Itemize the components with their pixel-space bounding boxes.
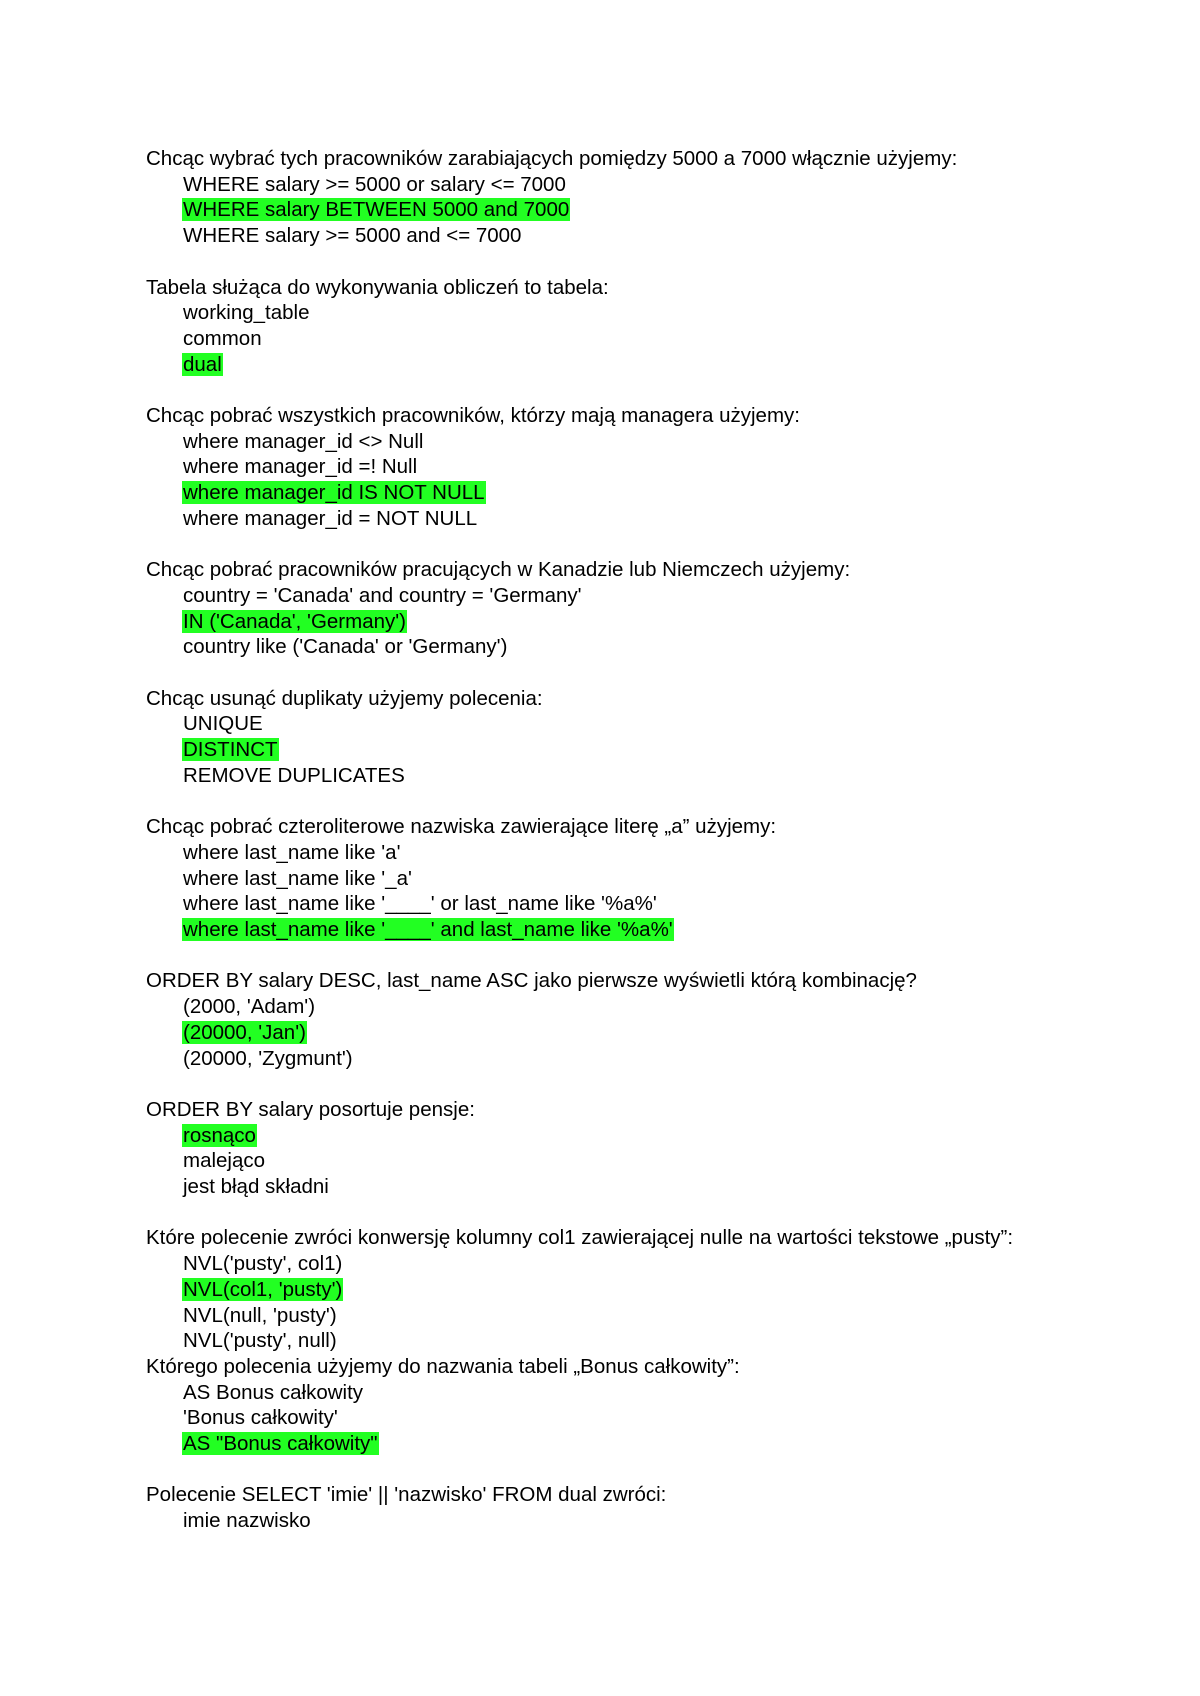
question-block <box>146 403 1146 532</box>
question-block <box>146 1097 1146 1200</box>
answer-options <box>146 583 1146 660</box>
answer-option <box>146 223 1146 249</box>
quiz-document <box>146 146 1146 1560</box>
highlighted-answer-text: rosnąco <box>183 1123 256 1147</box>
question-block <box>146 968 1146 1071</box>
answer-option-correct <box>146 737 1146 763</box>
answer-text: working_table <box>183 301 310 325</box>
answer-text: 'Bonus całkowity' <box>183 1406 338 1430</box>
question-text: Które polecenie zwróci konwersję kolumny col1 zawierającej nulle na wartości tekstowe „pusty”: <box>146 1226 1014 1250</box>
answer-option <box>146 172 1146 198</box>
answer-option <box>146 326 1146 352</box>
question-block <box>146 814 1146 943</box>
answer-options <box>146 1251 1146 1354</box>
answer-text: where manager_id = NOT NULL <box>183 506 478 530</box>
answer-option-correct <box>146 352 1146 378</box>
answer-option <box>146 1148 1146 1174</box>
answer-text: (2000, 'Adam') <box>183 995 316 1019</box>
answer-text: where last_name like '____' or last_name like '%a%' <box>183 892 657 916</box>
highlighted-answer-text: (20000, 'Jan') <box>183 1020 306 1044</box>
answer-option-correct <box>146 1431 1146 1457</box>
question-text: Chcąc pobrać czteroliterowe nazwiska zawierające literę „a” użyjemy: <box>146 815 777 839</box>
question-block <box>146 1354 1146 1457</box>
question-block <box>146 686 1146 789</box>
answer-text: where manager_id =! Null <box>183 455 418 479</box>
answer-option <box>146 994 1146 1020</box>
answer-option <box>146 1328 1146 1354</box>
answer-options <box>146 1508 1146 1534</box>
answer-text: NVL(null, 'pusty') <box>183 1303 337 1327</box>
question-text: Chcąc wybrać tych pracowników zarabiających pomiędzy 5000 a 7000 włącznie użyjemy: <box>146 147 958 170</box>
answer-options <box>146 1380 1146 1457</box>
answer-text: NVL('pusty', col1) <box>183 1252 343 1276</box>
question-text: Polecenie SELECT 'imie' || 'nazwisko' FROM dual zwróci: <box>146 1483 667 1507</box>
answer-option <box>146 300 1146 326</box>
answer-text: country = 'Canada' and country = 'Germany' <box>183 583 582 607</box>
answer-options <box>146 994 1146 1071</box>
question-block <box>146 557 1146 660</box>
answer-option <box>146 1174 1146 1200</box>
answer-options <box>146 711 1146 788</box>
answer-text: jest błąd składni <box>183 1175 329 1199</box>
answer-text: imie nazwisko <box>183 1509 311 1533</box>
answer-option-correct <box>146 609 1146 635</box>
answer-text: country like ('Canada' or 'Germany') <box>183 635 508 659</box>
answer-option <box>146 634 1146 660</box>
question-block <box>146 1482 1146 1533</box>
answer-options <box>146 840 1146 943</box>
answer-option <box>146 1508 1146 1534</box>
answer-option <box>146 583 1146 609</box>
answer-text: AS Bonus całkowity <box>183 1380 364 1404</box>
answer-text: NVL('pusty', null) <box>183 1329 337 1353</box>
answer-option-correct <box>146 917 1146 943</box>
highlighted-answer-text: AS "Bonus całkowity" <box>183 1432 378 1456</box>
highlighted-answer-text: dual <box>183 352 222 376</box>
answer-option <box>146 1303 1146 1329</box>
highlighted-answer-text: IN ('Canada', 'Germany') <box>183 609 407 633</box>
answer-option <box>146 1405 1146 1431</box>
answer-text: REMOVE DUPLICATES <box>183 763 405 787</box>
highlighted-answer-text: WHERE salary BETWEEN 5000 and 7000 <box>183 198 570 222</box>
answer-text: (20000, 'Zygmunt') <box>183 1046 353 1070</box>
answer-options <box>146 429 1146 532</box>
highlighted-answer-text: NVL(col1, 'pusty') <box>183 1277 343 1301</box>
answer-options <box>146 172 1146 249</box>
answer-text: WHERE salary >= 5000 or salary <= 7000 <box>183 172 566 196</box>
answer-option <box>146 891 1146 917</box>
answer-option-correct <box>146 1277 1146 1303</box>
question-text: ORDER BY salary DESC, last_name ASC jako pierwsze wyświetli którą kombinację? <box>146 969 917 993</box>
answer-option-correct <box>146 1020 1146 1046</box>
answer-option <box>146 866 1146 892</box>
question-block <box>146 146 1146 249</box>
answer-option <box>146 711 1146 737</box>
answer-option <box>146 1380 1146 1406</box>
answer-option <box>146 429 1146 455</box>
question-text: Tabela służąca do wykonywania obliczeń to tabela: <box>146 275 609 299</box>
question-text: Chcąc pobrać pracowników pracujących w Kanadzie lub Niemczech użyjemy: <box>146 558 851 582</box>
question-text: Którego polecenia użyjemy do nazwania tabeli „Bonus całkowity”: <box>146 1354 740 1378</box>
answer-option-correct <box>146 1123 1146 1149</box>
question-text: ORDER BY salary posortuje pensje: <box>146 1097 475 1121</box>
answer-option <box>146 1251 1146 1277</box>
answer-option <box>146 840 1146 866</box>
answer-option <box>146 1046 1146 1072</box>
answer-option <box>146 454 1146 480</box>
answer-text: where last_name like '_a' <box>183 866 412 890</box>
answer-text: WHERE salary >= 5000 and <= 7000 <box>183 224 522 248</box>
answer-text: malejąco <box>183 1149 266 1173</box>
question-text: Chcąc usunąć duplikaty użyjemy polecenia: <box>146 686 543 710</box>
answer-option-correct <box>146 480 1146 506</box>
highlighted-answer-text: where last_name like '____' and last_name like '%a%' <box>183 918 673 942</box>
highlighted-answer-text: where manager_id IS NOT NULL <box>183 481 485 505</box>
answer-options <box>146 300 1146 377</box>
answer-text: where manager_id <> Null <box>183 429 424 453</box>
question-text: Chcąc pobrać wszystkich pracowników, którzy mają managera użyjemy: <box>146 404 800 427</box>
answer-options <box>146 1123 1146 1200</box>
answer-option-correct <box>146 197 1146 223</box>
answer-option <box>146 763 1146 789</box>
question-block <box>146 275 1146 378</box>
answer-text: where last_name like 'a' <box>183 840 401 864</box>
question-block <box>146 1225 1146 1354</box>
answer-text: common <box>183 326 262 350</box>
answer-option <box>146 506 1146 532</box>
answer-text: UNIQUE <box>183 712 263 736</box>
highlighted-answer-text: DISTINCT <box>183 738 278 762</box>
